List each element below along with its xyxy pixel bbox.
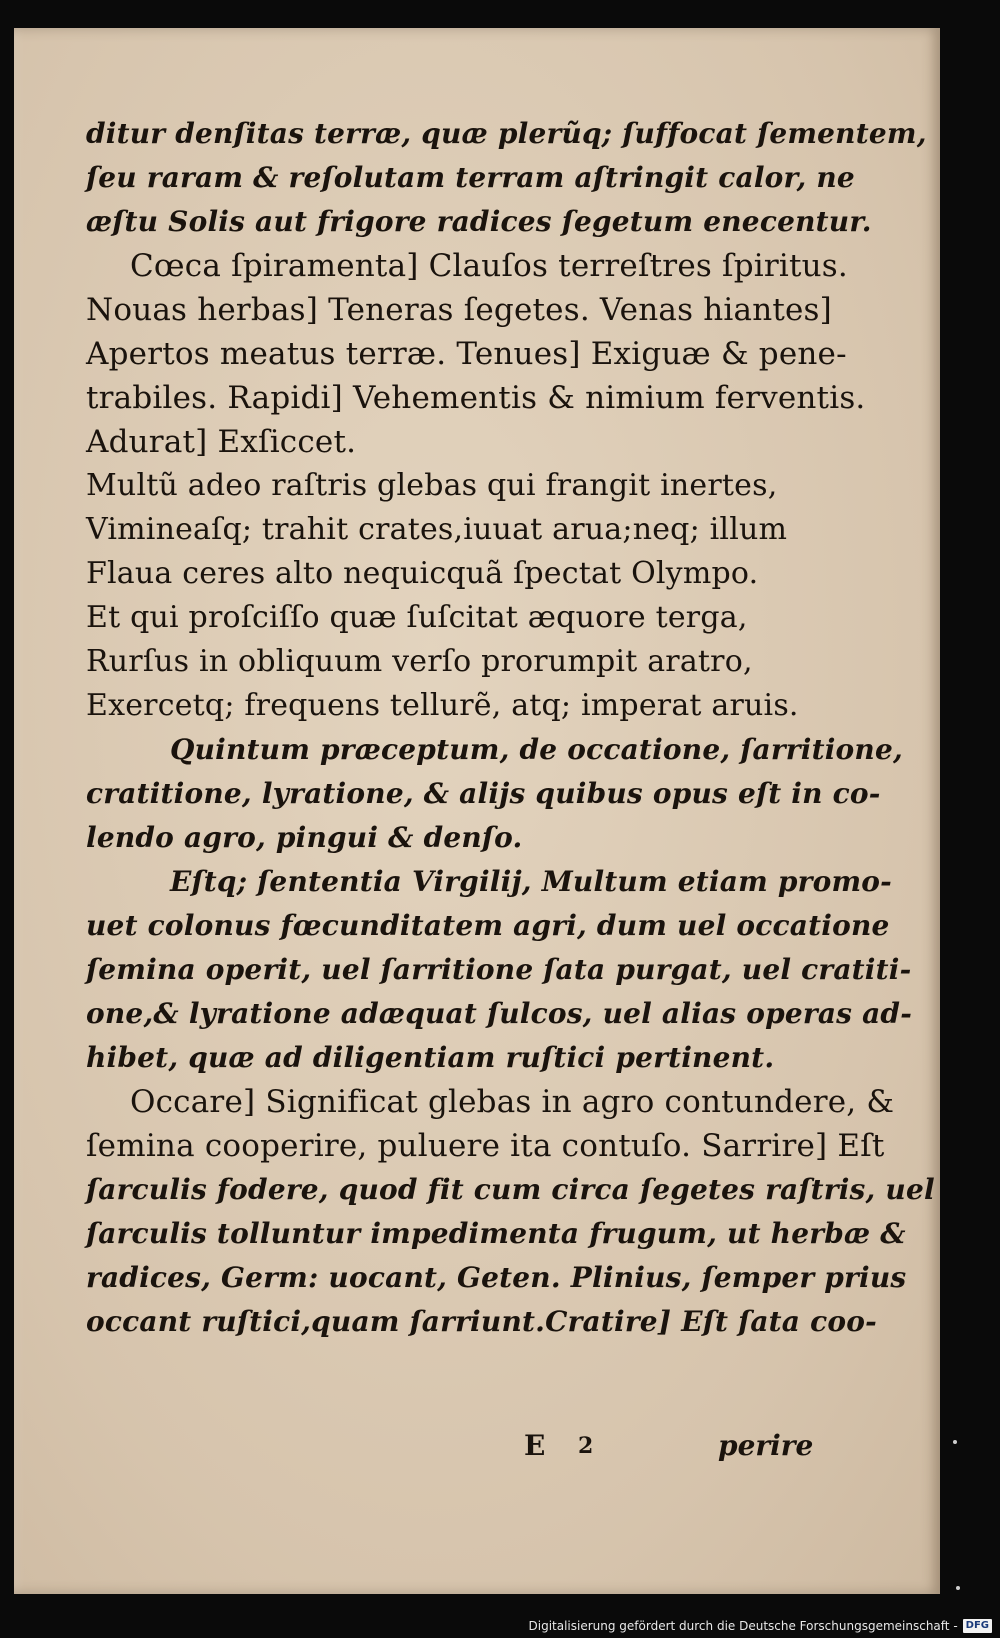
book-page <box>14 28 940 1594</box>
catchword: perire <box>718 1429 814 1462</box>
text-line: cratitione, lyratione, & alijs quibus opus eſt in co- <box>86 777 881 810</box>
text-line: æſtu Solis aut frigore radices ſegetum enecentur. <box>86 205 872 238</box>
signature-number: 2 <box>578 1433 594 1459</box>
page-text <box>86 112 935 1462</box>
text-line: Apertos meatus terræ. Tenues] Exiguæ & pene- <box>86 336 847 372</box>
verse-line: Vimineaſq; trahit crates,iuuat arua;neq; illum <box>86 512 788 547</box>
text-line: Adurat] Exſiccet. <box>86 424 357 460</box>
verse-line: Flaua ceres alto nequicquã ſpectat Olympo. <box>86 556 759 591</box>
text-line: Eſtq; ſententia Virgilij, Multum etiam promo- <box>170 865 892 898</box>
text-line: radices, Germ: uocant, Geten. Plinius, ſemper prius <box>86 1261 907 1294</box>
text-line: Quintum præceptum, de occatione, ſarritione, <box>170 733 903 766</box>
text-line: uet colonus fœcunditatem agri, dum uel occatione <box>86 909 890 942</box>
scan-speck <box>956 1586 960 1590</box>
text-line: Nouas herbas] Teneras ſegetes. Venas hiantes] <box>86 292 832 328</box>
page-signature-line <box>86 1424 826 1468</box>
text-line: one,& lyratione adæquat ſulcos, uel alias operas ad- <box>86 997 913 1030</box>
dfg-logo-icon: DFG <box>963 1619 992 1633</box>
text-line: Cœca ſpiramenta] Clauſos terreſtres ſpiritus. <box>130 248 848 284</box>
signature-mark: E <box>524 1429 546 1462</box>
text-line: ditur denſitas terræ, quæ plerũq; ſuffocat ſementem, <box>86 117 927 150</box>
text-line: ſeu raram & reſolutam terram aſtringit calor, ne <box>86 161 855 194</box>
text-line: hibet, quæ ad diligentiam ruſtici pertinent. <box>86 1041 775 1074</box>
text-line: ſarculis tolluntur impedimenta frugum, ut herbæ & <box>86 1217 906 1250</box>
text-line: Occare] Significat glebas in agro contundere, & <box>130 1084 895 1120</box>
verse-line: Multũ adeo raſtris glebas qui frangit inertes, <box>86 468 778 503</box>
digitization-footer <box>529 1617 993 1635</box>
text-line: ſemina cooperire, puluere ita contuſo. Sarrire] Eſt <box>86 1128 885 1164</box>
text-line: ſarculis fodere, quod fit cum circa ſegetes raſtris, uel <box>86 1173 935 1206</box>
scan-speck <box>953 1440 957 1444</box>
text-line: ſemina operit, uel ſarritione ſata purgat, uel cratiti- <box>86 953 912 986</box>
verse-line: Rurſus in obliquum verſo prorumpit aratro, <box>86 644 753 679</box>
text-line: occant ruſtici,quam ſarriunt.Cratire] Eſt ſata coo- <box>86 1305 877 1338</box>
verse-line: Exercetq; frequens tellurẽ, atq; imperat aruis. <box>86 688 799 723</box>
text-line: trabiles. Rapidi] Vehementis & nimium ferventis. <box>86 380 866 416</box>
footer-credit-text: Digitalisierung gefördert durch die Deutsche Forschungsgemeinschaft - <box>528 1619 958 1633</box>
verse-line: Et qui proſciſſo quæ ſuſcitat æquore terga, <box>86 600 748 635</box>
text-line: lendo agro, pingui & denſo. <box>86 821 523 854</box>
